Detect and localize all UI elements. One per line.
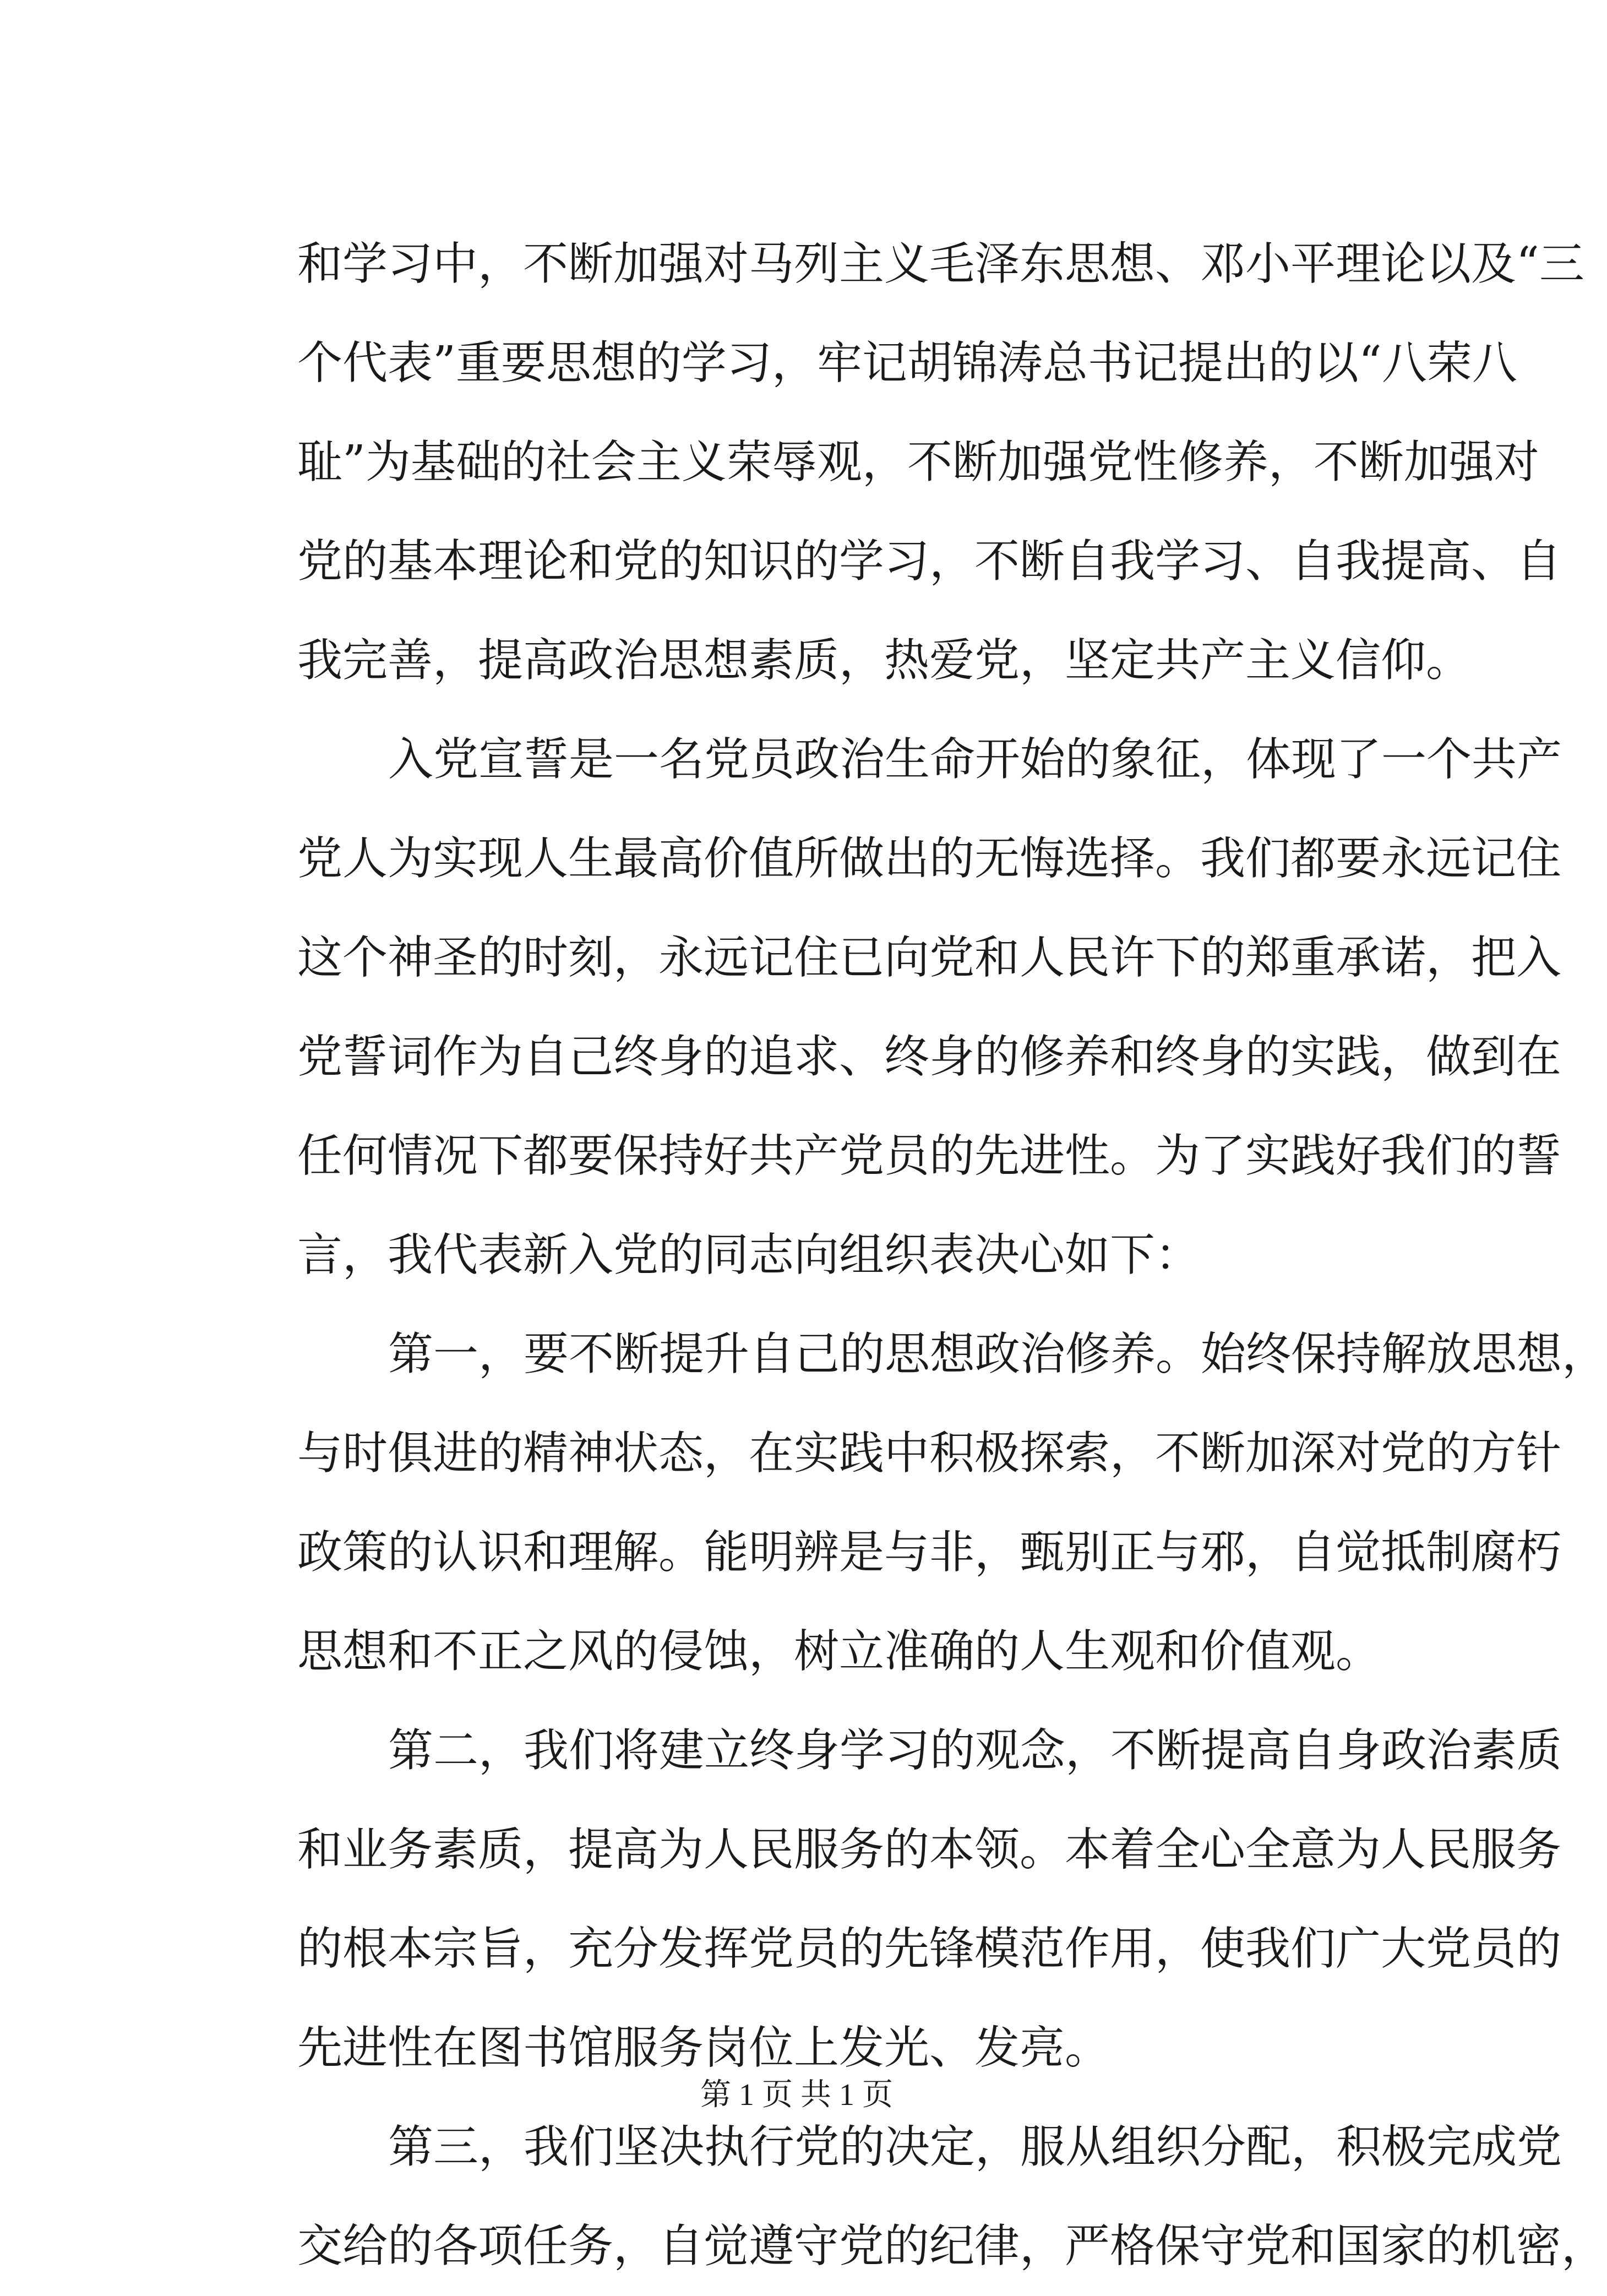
text-line: 个代表”重要思想的学习，牢记胡锦涛总书记提出的以“八荣八 [297,337,1517,389]
text-line: 思想和不正之风的侵蚀，树立准确的人生观和价值观。 [297,1625,1381,1678]
text-line: 耻”为基础的社会主义荣辱观，不断加强党性修养，不断加强对 [297,436,1539,488]
text-line: 言，我代表新入党的同志向组织表决心如下： [297,1229,1201,1281]
text-line: 党人为实现人生最高价值所做出的无悔选择。我们都要永远记住 [297,833,1562,885]
paragraph-first-line: 第一，要不断提升自己的思想政治修养。始终保持解放思想， [388,1328,1607,1380]
text-line: 的根本宗旨，充分发挥党员的先锋模范作用，使我们广大党员的 [297,1923,1562,1975]
text-line: 党的基本理论和党的知识的学习，不断自我学习、自我提高、自 [297,535,1562,587]
document-body [297,215,1607,2296]
text-line: 任何情况下都要保持好共产党员的先进性。为了实践好我们的誓 [297,1130,1562,1182]
text-line: 与时俱进的精神状态，在实践中积极探索，不断加深对党的方针 [297,1427,1562,1479]
text-line: 和业务素质，提高为人民服务的本领。本着全心全意为人民服务 [297,1824,1562,1876]
text-line: 我完善，提高政治思想素质，热爱党，坚定共产主义信仰。 [297,634,1472,687]
text-line: 党誓词作为自己终身的追求、终身的修养和终身的实践，做到在 [297,1031,1562,1083]
paragraph-first-line: 第三，我们坚决执行党的决定，服从组织分配，积极完成党 [388,2121,1562,2173]
text-line: 先进性在图书馆服务岗位上发光、发亮。 [297,2022,1110,2074]
page-number-footer: 第 1 页 共 1 页 [700,2078,893,2112]
text-line: 交给的各项任务，自觉遵守党的纪律，严格保守党和国家的机密， [297,2220,1607,2272]
text-line: 政策的认识和理解。能明辨是与非，甄别正与邪，自觉抵制腐朽 [297,1526,1562,1579]
paragraph-first-line: 第二，我们将建立终身学习的观念，不断提高自身政治素质 [388,1724,1562,1777]
text-line: 和学习中，不断加强对马列主义毛泽东思想、邓小平理论以及“三 [297,238,1584,290]
paragraph-first-line: 入党宣誓是一名党员政治生命开始的象征，体现了一个共产 [388,733,1562,786]
text-line: 这个神圣的时刻，永远记住已向党和人民许下的郑重承诺，把入 [297,932,1562,984]
